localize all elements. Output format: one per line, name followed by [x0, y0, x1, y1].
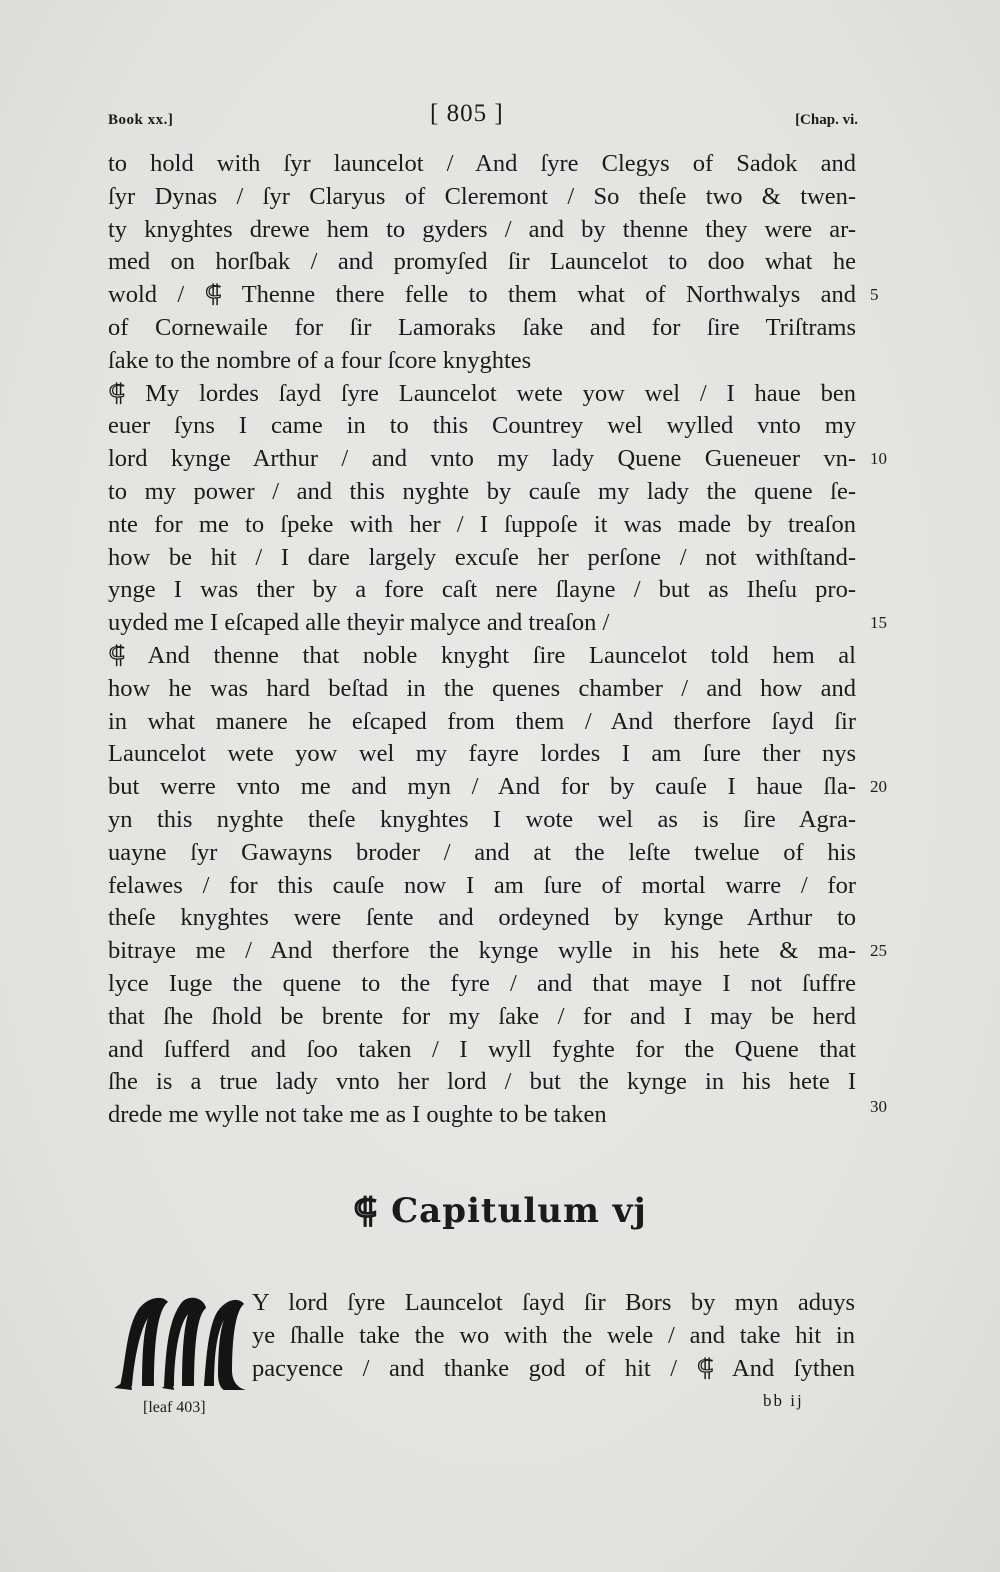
text-line: med on horſbak / and promyſed ſir Launcelot to doo what he: [108, 248, 856, 276]
text-line: bitraye me / And therfore the kynge wylle in his hete & ma-: [108, 937, 856, 965]
text-line: ſake to the nombre of a four ſcore knyghtes: [108, 346, 532, 374]
text-line: wold / ⸿ Thenne there felle to them what of Northwalys and: [108, 281, 856, 309]
text-line: euer ſyns I came in to this Countrey wel wylled vnto my: [108, 412, 856, 440]
text-line: felawes / for this cauſe now I am ſure of mortal warre / for: [108, 871, 856, 899]
text-line: that ſhe ſhold be brente for my ſake / for and I may be herd: [108, 1002, 856, 1030]
line-number: 20: [870, 777, 887, 796]
line-number: 30: [870, 1097, 887, 1116]
text-line: how he was hard beſtad in the quenes chamber / and how and: [108, 674, 856, 702]
text-line: uyded me I eſcaped alle theyir malyce and treaſon /: [108, 609, 610, 637]
running-head-chapter: [Chap. vi.: [795, 112, 858, 128]
text-line: pacyence / and thanke god of hit / ⸿ And ſythen: [252, 1355, 855, 1382]
text-line: theſe knyghtes were ſente and ordeyned by kynge Arthur to: [108, 904, 856, 932]
text-line: ⸿ And thenne that noble knyght ſire Launcelot told hem al: [108, 641, 856, 669]
leaf-note: [leaf 403]: [143, 1399, 206, 1416]
text-line: yn this nyghte theſe knyghtes I wote wel as is ſire Agra-: [108, 805, 856, 833]
text-line: ſhe is a true lady vnto her lord / but the kynge in his hete I: [108, 1068, 856, 1096]
running-head-book: Book xx.]: [108, 112, 174, 128]
text-line: ye ſhalle take the wo with the wele / and take hit in: [252, 1322, 855, 1349]
text-line: Y lord ſyre Launcelot ſayd ſir Bors by myn aduys: [252, 1289, 855, 1316]
line-number: 25: [870, 941, 887, 960]
signature-mark: bb ij: [763, 1391, 804, 1410]
text-line: Launcelot wete yow wel my fayre lordes I am ſure ther nys: [108, 740, 856, 768]
text-line: and ſufferd and ſoo taken / I wyll fyghte for the Quene that: [108, 1035, 856, 1063]
text-line: ſyr Dynas / ſyr Claryus of Cleremont / So theſe two & twen-: [108, 182, 856, 210]
decorated-initial: [112, 1290, 252, 1400]
text-line: to hold with ſyr launcelot / And ſyre Clegys of Sadok and: [108, 150, 856, 177]
text-line: uayne ſyr Gawayns broder / and at the leſte twelue of his: [108, 838, 856, 866]
line-number: 10: [870, 449, 887, 468]
text-line: ty knyghtes drewe hem to gyders / and by thenne they were ar-: [108, 215, 856, 243]
text-line: how be hit / I dare largely excuſe her perſone / not withſtand-: [108, 543, 856, 571]
text-line: in what manere he eſcaped from them / And therfore ſayd ſir: [108, 707, 856, 735]
running-head: [108, 100, 858, 140]
text-line: of Cornewaile for ſir Lamoraks ſake and for ſire Triſtrams: [108, 313, 856, 341]
text-line: ynge I was ther by a fore caſt nere ſlayne / but as Iheſu pro-: [108, 576, 856, 604]
text-line: nte for me to ſpeke with her / I ſuppoſe it was made by treaſon: [108, 510, 856, 538]
chapter-heading: ⸿ Capitulum vj: [353, 1191, 647, 1231]
line-number: 5: [870, 285, 879, 304]
text-line: lord kynge Arthur / and vnto my lady Quene Gueneuer vn-: [108, 445, 856, 473]
text-line: ⸿ My lordes ſayd ſyre Launcelot wete yow wel / I haue ben: [108, 379, 856, 407]
text-line: drede me wylle not take me as I oughte to be taken: [108, 1101, 607, 1129]
text-line: lyce Iuge the quene to the fyre / and that maye I not ſuffre: [108, 969, 856, 997]
chapter-text: [252, 1286, 855, 1385]
text-line: to my power / and this nyghte by cauſe my lady the quene ſe-: [108, 477, 856, 505]
text-line: but werre vnto me and myn / And for by cauſe I haue ſla-: [108, 773, 856, 801]
line-number: 15: [870, 613, 887, 632]
page-number: [ 805 ]: [430, 100, 504, 127]
body-text: [108, 148, 856, 1132]
